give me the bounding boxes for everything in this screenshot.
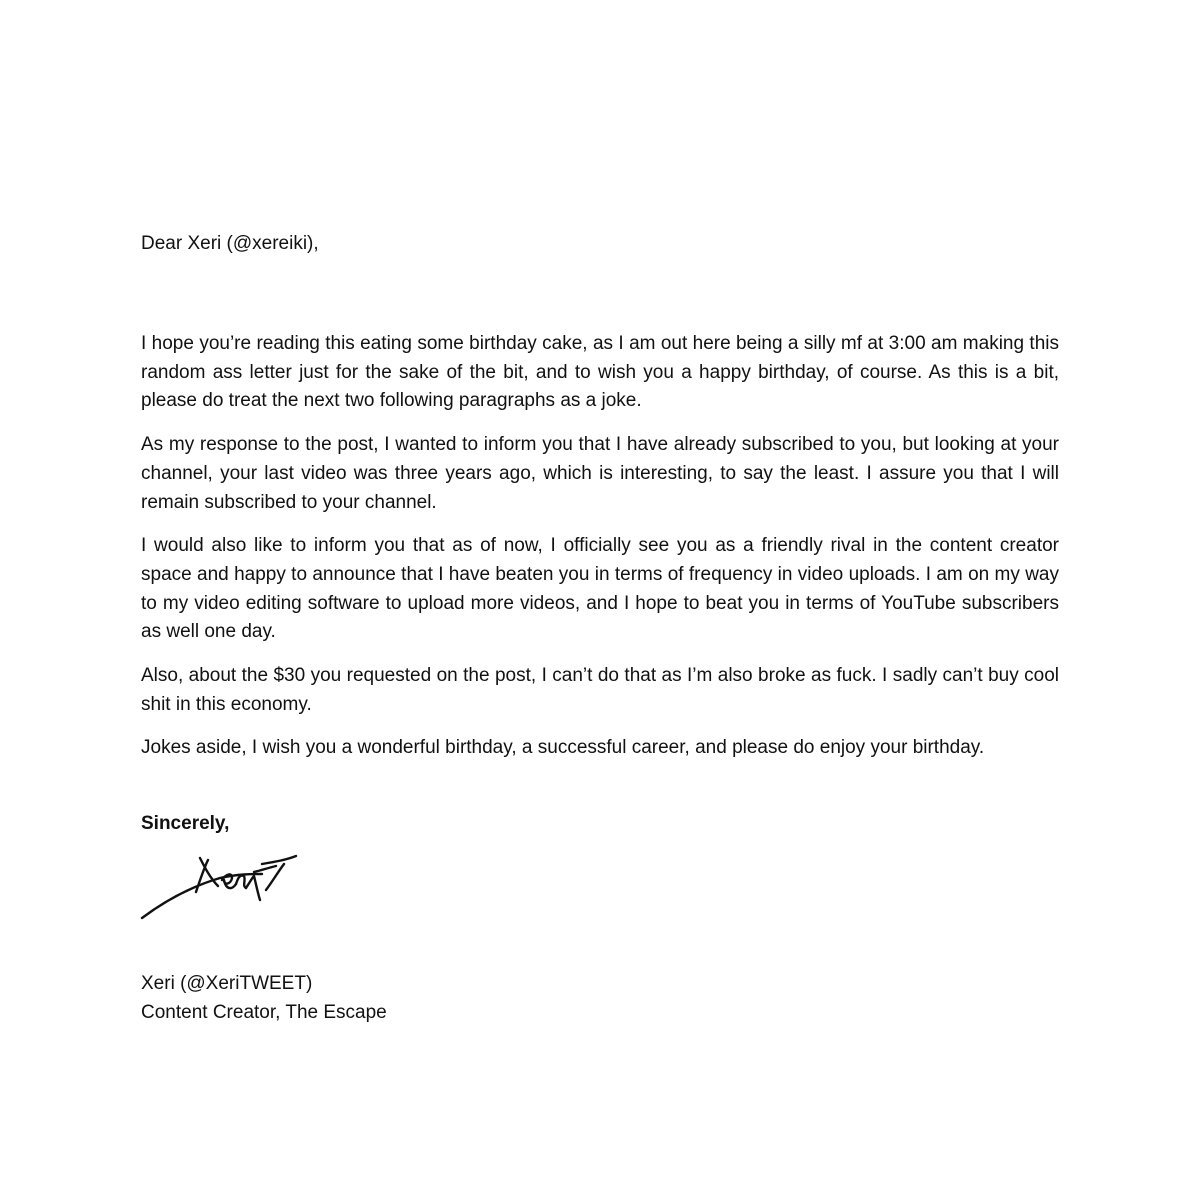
signer-block [141, 970, 387, 1027]
signer-name: Xeri (@XeriTWEET) [141, 973, 313, 994]
paragraph-money: Also, about the $30 you requested on the post, I can’t do that as I’m also broke as fuck. I sadly can’t buy cool shit in this economy. [141, 665, 1059, 715]
letter-body [141, 330, 1059, 763]
paragraph-rivalry: I would also like to inform you that as of now, I officially see you as a friendly rival in the content creator space and happy to announce that I have beaten you in terms of frequency in video uploads. I am on my way to my video editing software to upload more videos, and I hope to beat you in terms of YouTube subscribers as well one day. [141, 535, 1059, 643]
paragraph-intro: I hope you’re reading this eating some birthday cake, as I am out here being a silly mf at 3:00 am making this random ass letter just for the sake of the bit, and to wish you a happy birthday, of course. As this is a bit, please do treat the next two following paragraphs as a joke. [141, 333, 1059, 412]
signer-title: Content Creator, The Escape [141, 1001, 387, 1023]
handwritten-signature [138, 850, 303, 925]
letter-content [141, 230, 1059, 763]
closing: Sincerely, [141, 813, 230, 834]
paragraph-subscription: As my response to the post, I wanted to inform you that I have already subscribed to you, but looking at your channel, your last video was three years ago, which is interesting, to say the least. I assure you that I will remain subscribed to your channel. [141, 434, 1059, 513]
paragraph-wishes: Jokes aside, I wish you a wonderful birthday, a successful career, and please do enjoy your birthday. [141, 737, 985, 759]
salutation: Dear Xeri (@xereiki), [141, 233, 319, 254]
